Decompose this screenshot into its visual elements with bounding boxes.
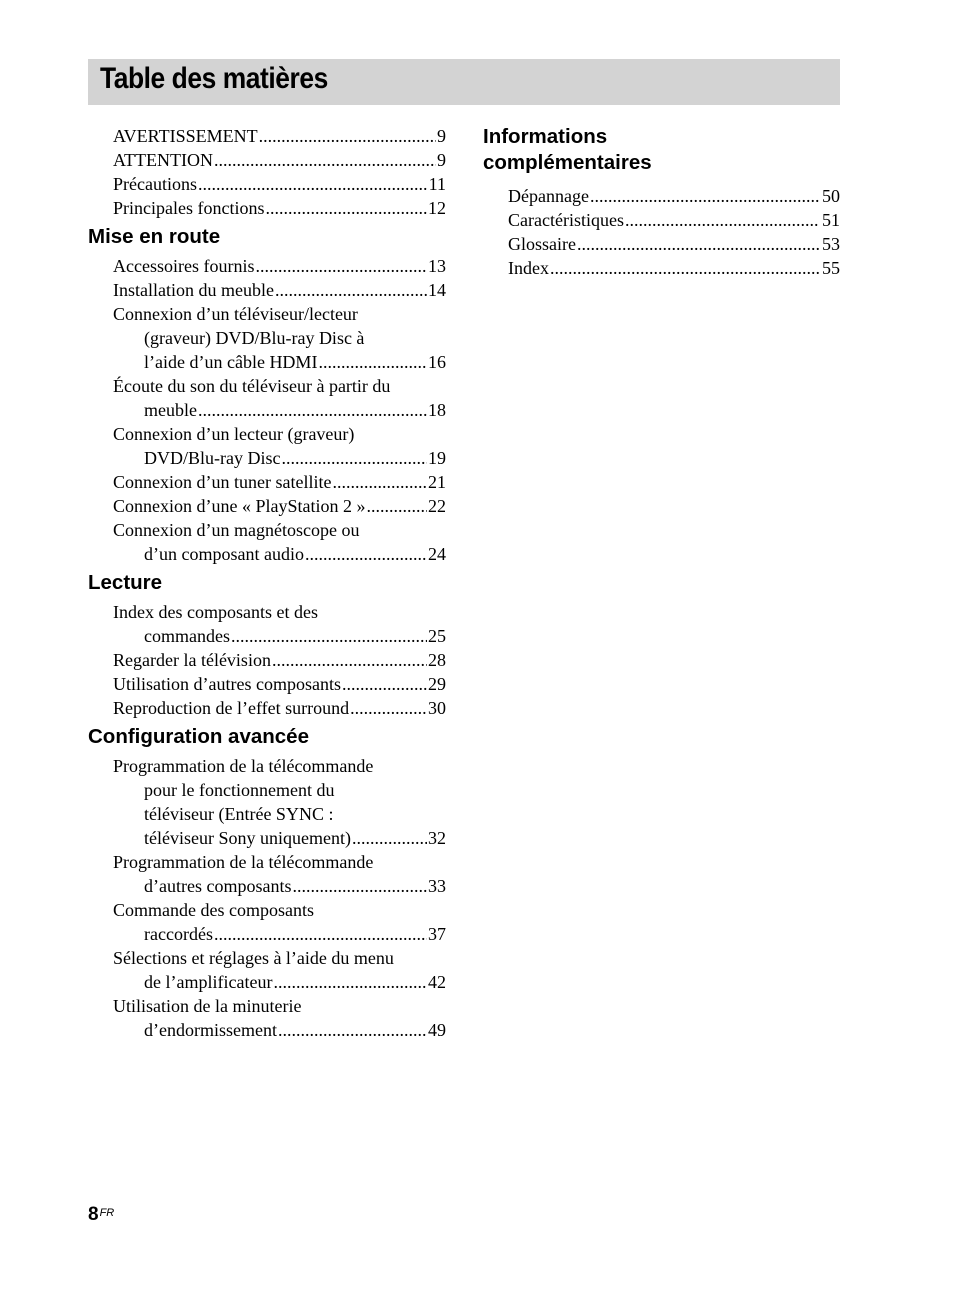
toc-entry-line bbox=[113, 600, 446, 624]
toc-entry[interactable] bbox=[113, 946, 446, 994]
toc-page-number: 13 bbox=[428, 256, 446, 276]
section-heading bbox=[483, 124, 840, 176]
toc-page-number: 30 bbox=[428, 698, 446, 718]
toc-entry-line bbox=[113, 696, 446, 720]
toc-entry-text: raccordés bbox=[144, 924, 213, 944]
toc-entry[interactable] bbox=[113, 754, 446, 850]
toc-entry-line bbox=[113, 994, 446, 1018]
toc-entry-text: Connexion d’un tuner satellite bbox=[113, 472, 332, 492]
toc-entry-line bbox=[113, 254, 446, 278]
toc-entry[interactable] bbox=[113, 994, 446, 1042]
toc-entry[interactable] bbox=[113, 172, 446, 196]
toc-page-number: 55 bbox=[822, 258, 840, 278]
toc-entry[interactable] bbox=[113, 302, 446, 374]
toc-entry-line bbox=[113, 672, 446, 696]
dot-leader bbox=[577, 232, 819, 256]
toc-entry[interactable] bbox=[113, 124, 446, 148]
toc-entry-line bbox=[113, 850, 446, 874]
dot-leader bbox=[198, 172, 428, 196]
page-lang-code: FR bbox=[99, 1207, 115, 1219]
toc-right-column bbox=[483, 124, 840, 280]
page-number bbox=[88, 1204, 114, 1226]
dot-leader bbox=[231, 624, 427, 648]
toc-page-number: 29 bbox=[428, 674, 446, 694]
toc-entry-line bbox=[508, 208, 840, 232]
toc-entry-text: d’autres composants bbox=[144, 876, 292, 896]
dot-leader bbox=[275, 278, 427, 302]
toc-entry-text: ATTENTION bbox=[113, 150, 213, 170]
toc-page-number: 21 bbox=[428, 472, 446, 492]
toc-entry-text: Connexion d’un magnétoscope ou bbox=[113, 520, 360, 540]
toc-entry-text: Connexion d’une « PlayStation 2 » bbox=[113, 496, 366, 516]
toc-entry-line bbox=[113, 542, 446, 566]
toc-entry-text: Écoute du son du téléviseur à partir du bbox=[113, 376, 391, 396]
dot-leader bbox=[278, 1018, 427, 1042]
toc-entry[interactable] bbox=[113, 518, 446, 566]
toc-entry-text: Utilisation de la minuterie bbox=[113, 996, 302, 1016]
toc-entry-text: Programmation de la télécommande bbox=[113, 756, 374, 776]
toc-entry-text: meuble bbox=[144, 400, 197, 420]
toc-page-number: 53 bbox=[822, 234, 840, 254]
toc-entry-text: d’endormissement bbox=[144, 1020, 277, 1040]
toc-entry-text: Sélections et réglages à l’aide du menu bbox=[113, 948, 394, 968]
toc-page-number: 25 bbox=[428, 626, 446, 646]
dot-leader bbox=[625, 208, 819, 232]
toc-entry-line bbox=[113, 826, 446, 850]
toc-entry-text: Index des composants et des bbox=[113, 602, 318, 622]
toc-entry-line bbox=[113, 778, 446, 802]
toc-page-number: 24 bbox=[428, 544, 446, 564]
toc-entry[interactable] bbox=[508, 184, 840, 208]
toc-entry-line bbox=[113, 648, 446, 672]
toc-entry-line bbox=[508, 256, 840, 280]
toc-entry-text: DVD/Blu-ray Disc bbox=[144, 448, 281, 468]
toc-entry[interactable] bbox=[113, 470, 446, 494]
toc-page-number: 19 bbox=[428, 448, 446, 468]
toc-entry-line bbox=[113, 874, 446, 898]
toc-entry-line bbox=[113, 624, 446, 648]
toc-entry-line bbox=[113, 350, 446, 374]
toc-entry[interactable] bbox=[113, 672, 446, 696]
toc-entry[interactable] bbox=[113, 374, 446, 422]
toc-entry-text: Programmation de la télécommande bbox=[113, 852, 374, 872]
toc-entry-line bbox=[113, 470, 446, 494]
toc-entry[interactable] bbox=[113, 494, 446, 518]
toc-entry-text: AVERTISSEMENT bbox=[113, 126, 258, 146]
toc-entry[interactable] bbox=[113, 850, 446, 898]
toc-entry-line bbox=[113, 898, 446, 922]
toc-entry-text: Reproduction de l’effet surround bbox=[113, 698, 350, 718]
toc-entry-line bbox=[113, 494, 446, 518]
section-heading-line: complémentaires bbox=[483, 151, 652, 174]
toc-page-number: 11 bbox=[428, 174, 446, 194]
toc-entry-line bbox=[113, 196, 446, 220]
toc-entry-text: Connexion d’un téléviseur/lecteur bbox=[113, 304, 358, 324]
toc-page-number: 33 bbox=[428, 876, 446, 896]
toc-page-number: 16 bbox=[428, 352, 446, 372]
toc-entry-text: Regarder la télévision bbox=[113, 650, 271, 670]
toc-entry-text: de l’amplificateur bbox=[144, 972, 273, 992]
toc-entry[interactable] bbox=[113, 422, 446, 470]
dot-leader bbox=[342, 672, 427, 696]
page-number-value: 8 bbox=[88, 1204, 99, 1225]
toc-entry-line bbox=[113, 1018, 446, 1042]
toc-entry-line bbox=[113, 518, 446, 542]
toc-page-number: 18 bbox=[428, 400, 446, 420]
toc-entry[interactable] bbox=[113, 696, 446, 720]
section-heading: Configuration avancée bbox=[88, 725, 309, 748]
toc-entry-text: Dépannage bbox=[508, 186, 589, 206]
toc-page-number: 14 bbox=[428, 280, 446, 300]
dot-leader bbox=[214, 922, 427, 946]
toc-entry[interactable] bbox=[113, 278, 446, 302]
section-heading: Lecture bbox=[88, 571, 163, 594]
toc-page-number: 9 bbox=[437, 126, 446, 146]
toc-entry-text: commandes bbox=[144, 626, 230, 646]
dot-leader bbox=[350, 696, 427, 720]
toc-entry-line bbox=[113, 754, 446, 778]
toc-entry-line bbox=[113, 302, 446, 326]
toc-entry[interactable] bbox=[113, 254, 446, 278]
toc-entry-line bbox=[113, 326, 446, 350]
toc-entry-text: téléviseur Sony uniquement) bbox=[144, 828, 351, 848]
toc-entry-line bbox=[508, 184, 840, 208]
toc-page-number: 50 bbox=[822, 186, 840, 206]
toc-page-number: 12 bbox=[428, 198, 446, 218]
dot-leader bbox=[366, 494, 427, 518]
toc-entry-text: Caractéristiques bbox=[508, 210, 624, 230]
toc-entry[interactable] bbox=[508, 256, 840, 280]
dot-leader bbox=[352, 826, 427, 850]
toc-entry-line bbox=[113, 374, 446, 398]
section-heading: Mise en route bbox=[88, 225, 221, 248]
toc-entry-text: (graveur) DVD/Blu-ray Disc à bbox=[144, 328, 365, 348]
dot-leader bbox=[198, 398, 427, 422]
toc-page-number: 37 bbox=[428, 924, 446, 944]
dot-leader bbox=[255, 254, 427, 278]
toc-entry[interactable] bbox=[113, 600, 446, 648]
dot-leader bbox=[281, 446, 427, 470]
section-heading-line: Informations bbox=[483, 125, 608, 148]
toc-page-number: 9 bbox=[437, 150, 446, 170]
toc-entry[interactable] bbox=[508, 208, 840, 232]
dot-leader bbox=[332, 470, 427, 494]
toc-entry[interactable] bbox=[508, 232, 840, 256]
toc-entry[interactable] bbox=[113, 196, 446, 220]
toc-entry-line bbox=[113, 278, 446, 302]
toc-entry[interactable] bbox=[113, 648, 446, 672]
toc-entry-text: Connexion d’un lecteur (graveur) bbox=[113, 424, 355, 444]
dot-leader bbox=[273, 970, 427, 994]
toc-entry[interactable] bbox=[113, 898, 446, 946]
toc-entry-text: Accessoires fournis bbox=[113, 256, 255, 276]
toc-entry-text: Principales fonctions bbox=[113, 198, 265, 218]
toc-entry-line bbox=[113, 446, 446, 470]
toc-entry-text: téléviseur (Entrée SYNC : bbox=[144, 804, 334, 824]
dot-leader bbox=[272, 648, 427, 672]
toc-entry-line bbox=[113, 422, 446, 446]
dot-leader bbox=[550, 256, 819, 280]
toc-page-number: 28 bbox=[428, 650, 446, 670]
toc-entry-text: Index bbox=[508, 258, 549, 278]
title-bar bbox=[88, 59, 840, 105]
toc-entry-line bbox=[113, 148, 446, 172]
toc-entry-line bbox=[113, 398, 446, 422]
toc-entry-line bbox=[113, 172, 446, 196]
toc-entry-line bbox=[113, 970, 446, 994]
toc-left-column bbox=[88, 124, 446, 1042]
toc-page-number: 42 bbox=[428, 972, 446, 992]
toc-entry-text: pour le fonctionnement du bbox=[144, 780, 335, 800]
toc-entry-text: l’aide d’un câble HDMI bbox=[144, 352, 318, 372]
dot-leader bbox=[318, 350, 427, 374]
dot-leader bbox=[590, 184, 819, 208]
toc-entry-line bbox=[113, 124, 446, 148]
toc-entry[interactable] bbox=[113, 148, 446, 172]
dot-leader bbox=[265, 196, 427, 220]
dot-leader bbox=[259, 124, 436, 148]
toc-page-number: 51 bbox=[822, 210, 840, 230]
page-title: Table des matières bbox=[100, 62, 328, 95]
toc-entry-line bbox=[508, 232, 840, 256]
toc-entry-text: Commande des composants bbox=[113, 900, 314, 920]
toc-entry-text: Utilisation d’autres composants bbox=[113, 674, 341, 694]
toc-entry-text: Glossaire bbox=[508, 234, 576, 254]
toc-entry-text: d’un composant audio bbox=[144, 544, 304, 564]
toc-page-number: 49 bbox=[428, 1020, 446, 1040]
toc-entry-text: Installation du meuble bbox=[113, 280, 274, 300]
toc-entry-text: Précautions bbox=[113, 174, 197, 194]
toc-page-number: 22 bbox=[428, 496, 446, 516]
toc-entry-line bbox=[113, 802, 446, 826]
dot-leader bbox=[305, 542, 427, 566]
toc-entry-line bbox=[113, 946, 446, 970]
toc-entry-line bbox=[113, 922, 446, 946]
dot-leader bbox=[292, 874, 427, 898]
toc-page-number: 32 bbox=[428, 828, 446, 848]
dot-leader bbox=[214, 148, 436, 172]
